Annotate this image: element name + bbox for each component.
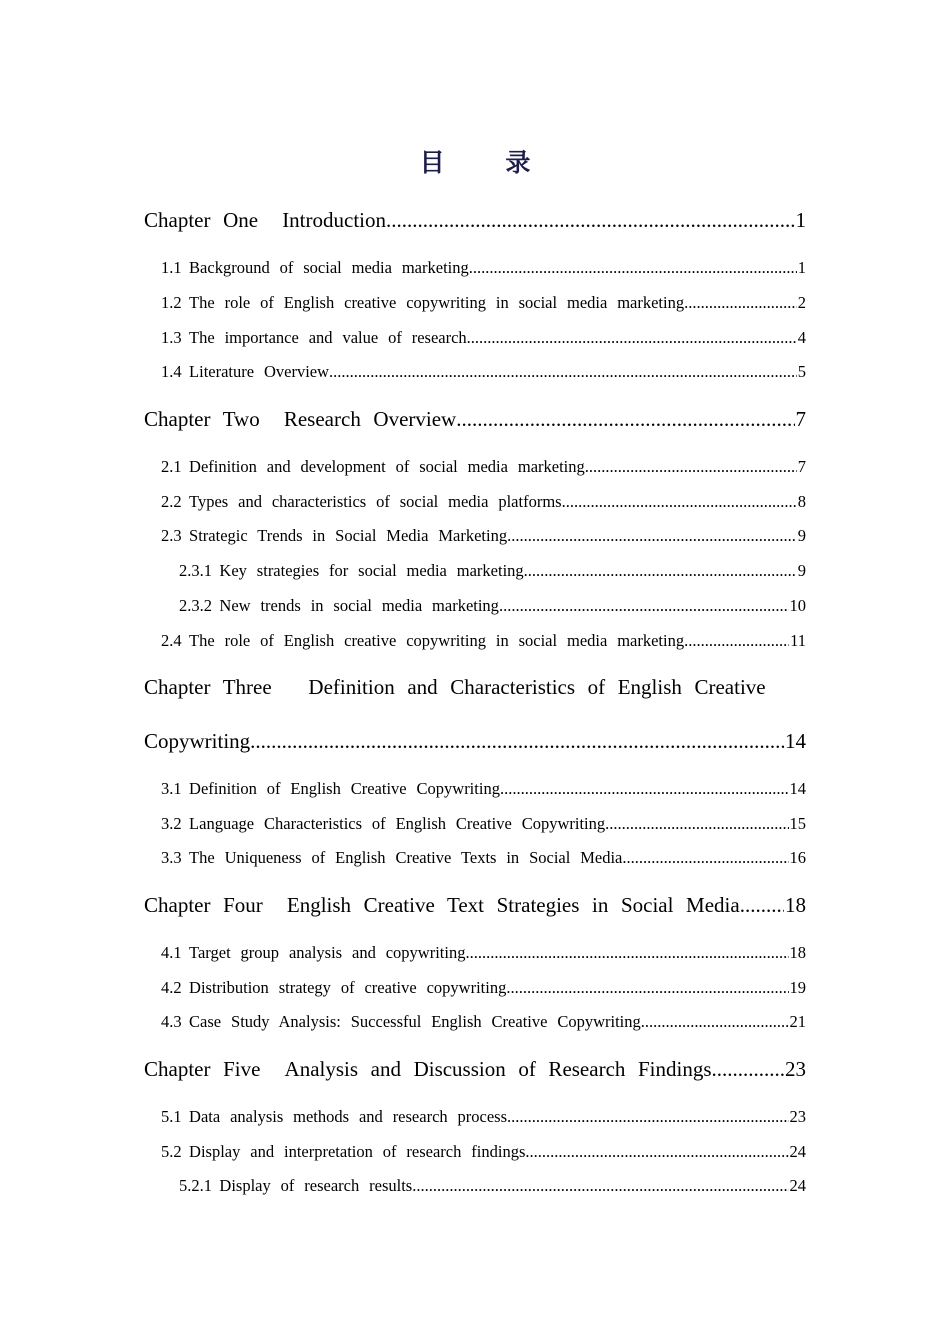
toc-page-number: 16 bbox=[789, 848, 806, 867]
toc-section-title: Definition of English Creative Copywriting bbox=[189, 779, 500, 798]
toc-page-number: 19 bbox=[789, 978, 806, 997]
toc-leader-dots bbox=[525, 1142, 788, 1162]
toc-section-1-4[interactable] bbox=[161, 362, 806, 382]
toc-section-title: Background of social media marketing bbox=[189, 258, 469, 277]
toc-page-number: 10 bbox=[789, 596, 806, 615]
toc-section-title: Display of research results bbox=[219, 1176, 413, 1195]
page-title: 目 录 bbox=[419, 148, 557, 177]
toc-section-title: Key strategies for social media marketing bbox=[219, 561, 524, 580]
toc-section-title: Types and characteristics of social media platforms bbox=[189, 492, 562, 511]
toc-page-number: 9 bbox=[797, 526, 806, 545]
toc-section-4-3[interactable] bbox=[161, 1012, 806, 1032]
toc-leader-dots bbox=[469, 258, 797, 278]
toc-section-1-3[interactable] bbox=[161, 328, 806, 348]
toc-page-number: 18 bbox=[785, 893, 806, 917]
toc-page-number: 7 bbox=[795, 407, 806, 431]
toc-leader-dots bbox=[622, 848, 788, 868]
toc-page-number: 1 bbox=[795, 208, 806, 232]
toc-leader-dots bbox=[506, 978, 788, 998]
toc-section-5-1[interactable] bbox=[161, 1107, 806, 1127]
toc-page-number: 24 bbox=[789, 1142, 806, 1161]
toc-section-title: Data analysis methods and research process bbox=[189, 1107, 508, 1126]
toc-chapter-title-continued: Copywriting bbox=[144, 729, 251, 753]
toc-section-2-3[interactable] bbox=[161, 526, 806, 546]
toc-section-number: 4.1 bbox=[161, 943, 182, 962]
toc-leader-dots bbox=[467, 328, 797, 348]
toc-page-number: 1 bbox=[797, 258, 806, 277]
toc-section-number: 2.3.2 bbox=[179, 596, 212, 615]
toc-section-title: Distribution strategy of creative copywriting bbox=[189, 978, 507, 997]
toc-leader-dots bbox=[740, 893, 784, 918]
toc-section-2-2[interactable] bbox=[161, 492, 806, 512]
toc-section-3-2[interactable] bbox=[161, 814, 806, 834]
toc-leader-dots bbox=[412, 1176, 788, 1196]
toc-chapter-title: Analysis and Discussion of Research Findings bbox=[284, 1057, 712, 1081]
toc-page-number: 24 bbox=[789, 1176, 806, 1195]
toc-section-1-2[interactable] bbox=[161, 293, 806, 313]
toc-chapter-number: Chapter Three bbox=[144, 675, 272, 699]
toc-leader-dots bbox=[585, 457, 797, 477]
toc-section-title: New trends in social media marketing bbox=[219, 596, 499, 615]
toc-chapter-title: Introduction bbox=[282, 208, 386, 232]
toc-leader-dots bbox=[456, 407, 794, 432]
toc-chapter-title: Research Overview bbox=[283, 407, 457, 431]
toc-leader-dots bbox=[641, 1012, 789, 1032]
toc-chapter-title: Definition and Characteristics of English Creative bbox=[308, 675, 766, 699]
toc-section-title: The Uniqueness of English Creative Texts in Social Media bbox=[189, 848, 623, 867]
toc-chapter-4[interactable] bbox=[144, 893, 806, 918]
toc-section-1-1[interactable] bbox=[161, 258, 806, 278]
toc-page-number: 23 bbox=[789, 1107, 806, 1126]
toc-section-number: 5.2.1 bbox=[179, 1176, 212, 1195]
toc-section-title: The importance and value of research bbox=[189, 328, 467, 347]
toc-section-number: 1.3 bbox=[161, 328, 182, 347]
toc-section-title: Display and interpretation of research findings bbox=[189, 1142, 526, 1161]
toc-section-title: Strategic Trends in Social Media Marketing bbox=[189, 526, 508, 545]
toc-leader-dots bbox=[465, 943, 788, 963]
toc-section-number: 2.4 bbox=[161, 631, 182, 650]
toc-chapter-3-line1[interactable] bbox=[144, 675, 766, 700]
toc-leader-dots bbox=[507, 1107, 788, 1127]
toc-section-number: 5.1 bbox=[161, 1107, 182, 1126]
toc-leader-dots bbox=[507, 526, 797, 546]
toc-chapter-3-line2[interactable] bbox=[144, 729, 806, 754]
toc-section-number: 4.2 bbox=[161, 978, 182, 997]
toc-leader-dots bbox=[605, 814, 788, 834]
toc-chapter-number: Chapter Five bbox=[144, 1057, 261, 1081]
toc-section-number: 2.1 bbox=[161, 457, 182, 476]
toc-leader-dots bbox=[250, 729, 784, 754]
toc-page-number: 21 bbox=[789, 1012, 806, 1031]
toc-chapter-number: Chapter One bbox=[144, 208, 259, 232]
toc-leader-dots bbox=[684, 631, 789, 651]
toc-chapter-number: Chapter Four bbox=[144, 893, 263, 917]
toc-leader-dots bbox=[524, 561, 797, 581]
toc-section-title: The role of English creative copywriting in social media marketing bbox=[189, 631, 685, 650]
toc-page-number: 4 bbox=[797, 328, 806, 347]
toc-section-title: Literature Overview bbox=[189, 362, 330, 381]
toc-section-number: 3.2 bbox=[161, 814, 182, 833]
toc-section-5-2[interactable] bbox=[161, 1142, 806, 1162]
toc-chapter-title: English Creative Text Strategies in Social Media bbox=[286, 893, 740, 917]
toc-section-title: Definition and development of social media marketing bbox=[189, 457, 585, 476]
toc-subsection-2-3-2[interactable] bbox=[179, 596, 806, 616]
toc-section-number: 1.1 bbox=[161, 258, 182, 277]
toc-section-4-2[interactable] bbox=[161, 978, 806, 998]
toc-page-number: 18 bbox=[789, 943, 806, 962]
toc-leader-dots bbox=[329, 362, 797, 382]
toc-chapter-2[interactable] bbox=[144, 407, 806, 432]
toc-page-number: 7 bbox=[797, 457, 806, 476]
toc-section-2-1[interactable] bbox=[161, 457, 806, 477]
toc-page-number: 5 bbox=[797, 362, 806, 381]
toc-page-number: 11 bbox=[790, 631, 806, 650]
toc-chapter-number: Chapter Two bbox=[144, 407, 260, 431]
toc-section-number: 4.3 bbox=[161, 1012, 182, 1031]
toc-subsection-2-3-1[interactable] bbox=[179, 561, 806, 581]
toc-section-title: Target group analysis and copywriting bbox=[189, 943, 466, 962]
toc-leader-dots bbox=[684, 293, 797, 313]
toc-page-number: 8 bbox=[797, 492, 806, 511]
toc-chapter-5[interactable] bbox=[144, 1057, 806, 1082]
toc-section-2-4[interactable] bbox=[161, 631, 806, 651]
toc-leader-dots bbox=[562, 492, 797, 512]
toc-page-number: 14 bbox=[785, 729, 806, 753]
toc-section-title: Case Study Analysis: Successful English Creative Copywriting bbox=[189, 1012, 641, 1031]
toc-leader-dots bbox=[500, 779, 789, 799]
toc-page-number: 23 bbox=[785, 1057, 806, 1081]
toc-leader-dots bbox=[499, 596, 789, 616]
toc-section-number: 1.4 bbox=[161, 362, 182, 381]
toc-section-3-3[interactable] bbox=[161, 848, 806, 868]
toc-section-4-1[interactable] bbox=[161, 943, 806, 963]
toc-section-number: 2.3 bbox=[161, 526, 182, 545]
toc-section-number: 5.2 bbox=[161, 1142, 182, 1161]
toc-page-number: 2 bbox=[797, 293, 806, 312]
toc-section-number: 1.2 bbox=[161, 293, 182, 312]
toc-page-number: 15 bbox=[789, 814, 806, 833]
toc-page-number: 9 bbox=[797, 561, 806, 580]
toc-section-number: 2.2 bbox=[161, 492, 182, 511]
toc-section-number: 3.3 bbox=[161, 848, 182, 867]
toc-leader-dots bbox=[386, 208, 795, 233]
toc-subsection-5-2-1[interactable] bbox=[179, 1176, 806, 1196]
toc-chapter-1[interactable] bbox=[144, 208, 806, 233]
toc-section-title: Language Characteristics of English Creative Copywriting bbox=[189, 814, 606, 833]
toc-leader-dots bbox=[712, 1057, 784, 1082]
toc-section-3-1[interactable] bbox=[161, 779, 806, 799]
toc-page-number: 14 bbox=[789, 779, 806, 798]
toc-section-number: 3.1 bbox=[161, 779, 182, 798]
toc-section-title: The role of English creative copywriting in social media marketing bbox=[189, 293, 685, 312]
toc-section-number: 2.3.1 bbox=[179, 561, 212, 580]
